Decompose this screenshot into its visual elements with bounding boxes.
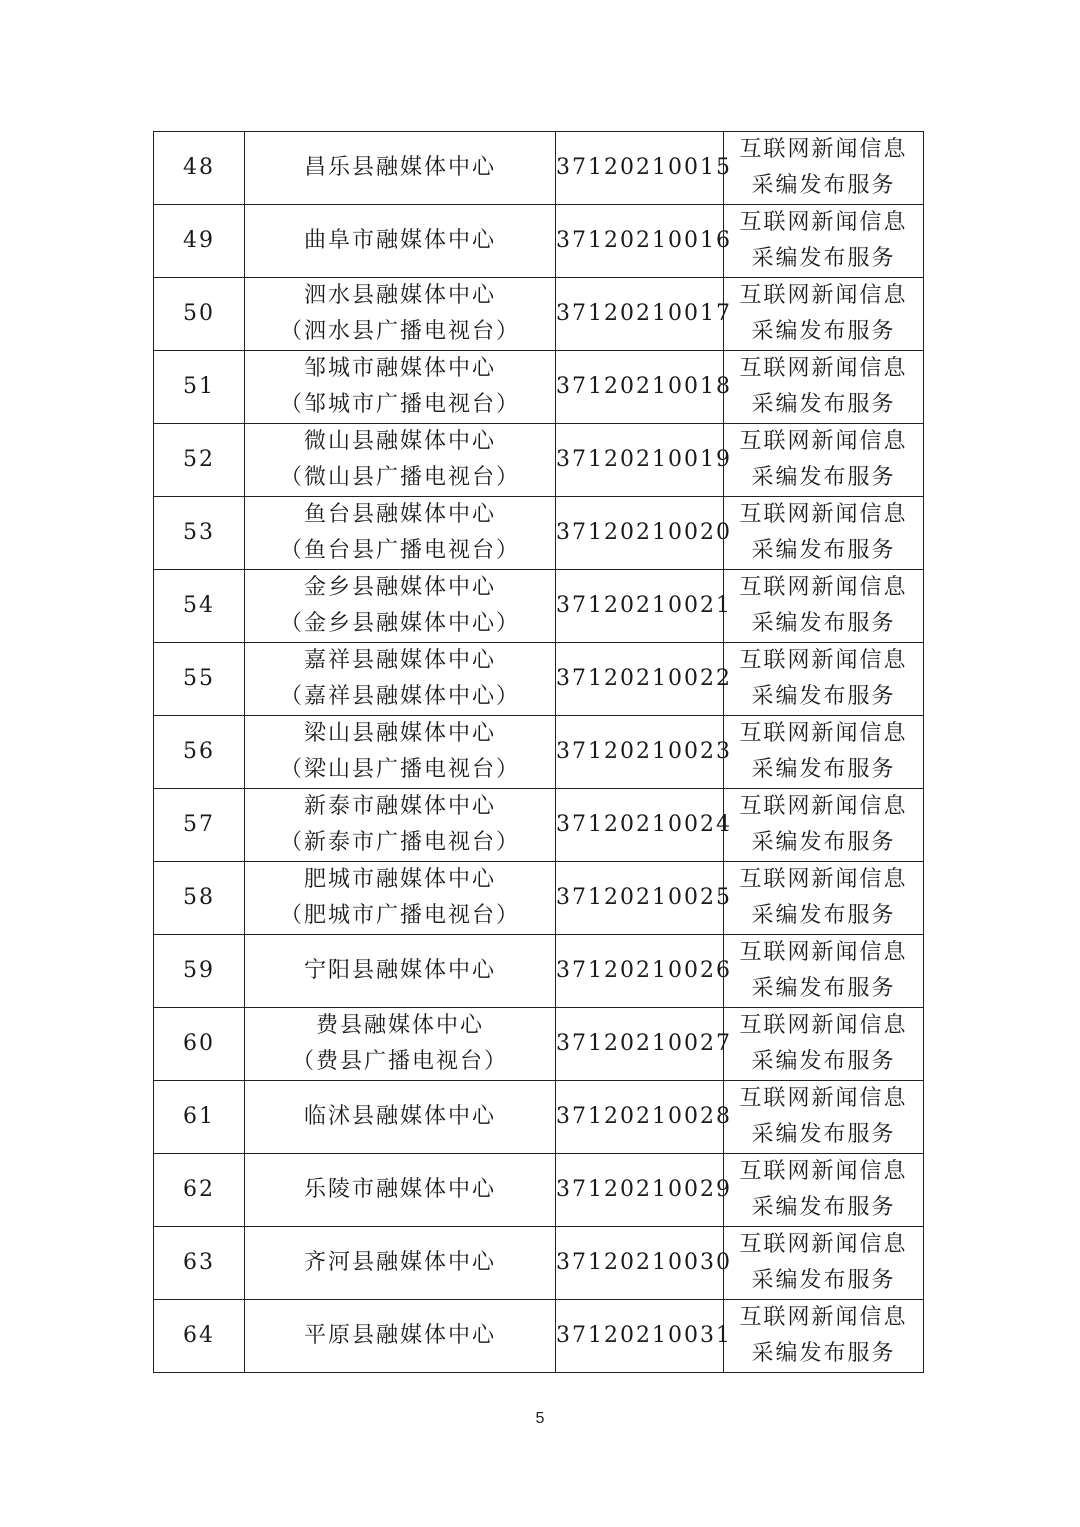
service-type-line: 采编发布服务 [751,1049,896,1074]
service-type-cell [724,716,924,789]
license-code-cell: 37120210030 [556,1227,724,1300]
organization-name-cell [245,789,556,862]
organization-name-cell [245,278,556,351]
service-type-line: 互联网新闻信息 [739,721,908,746]
service-type-cell [724,1154,924,1227]
service-type-line: 采编发布服务 [751,1195,896,1220]
service-type-line: 互联网新闻信息 [739,575,908,600]
organization-name-cell [245,570,556,643]
service-type-cell [724,1300,924,1373]
service-type-cell [724,1081,924,1154]
table-row [154,424,924,497]
license-code-cell: 37120210025 [556,862,724,935]
service-type-line: 互联网新闻信息 [739,648,908,673]
service-type-line: 互联网新闻信息 [739,429,908,454]
service-type-line: 互联网新闻信息 [739,867,908,892]
organization-name-line: （费县广播电视台） [291,1049,508,1074]
service-type-line: 采编发布服务 [751,1268,896,1293]
service-type-line: 采编发布服务 [751,465,896,490]
service-type-line: 采编发布服务 [751,757,896,782]
service-type-line: 互联网新闻信息 [739,1232,908,1257]
service-type-line: 互联网新闻信息 [739,1305,908,1330]
organization-name-line: （微山县广播电视台） [279,465,520,490]
service-type-line: 采编发布服务 [751,246,896,271]
license-code-cell: 37120210026 [556,935,724,1008]
license-code-cell: 37120210015 [556,132,724,205]
organization-name-cell [245,1227,556,1300]
license-code-cell: 37120210018 [556,351,724,424]
organization-name-line: 泗水县融媒体中心 [303,283,496,308]
license-code-cell: 37120210027 [556,1008,724,1081]
service-type-cell [724,497,924,570]
service-type-line: 采编发布服务 [751,1122,896,1147]
service-type-cell [724,424,924,497]
license-code-cell: 37120210024 [556,789,724,862]
table-row [154,935,924,1008]
organization-name-cell [245,1300,556,1373]
license-code-cell: 37120210016 [556,205,724,278]
service-type-line: 互联网新闻信息 [739,356,908,381]
license-code-cell: 37120210019 [556,424,724,497]
organization-name-cell [245,351,556,424]
service-type-line: 互联网新闻信息 [739,137,908,162]
table-row [154,862,924,935]
organization-name-line: 昌乐县融媒体中心 [303,155,496,180]
service-type-cell [724,132,924,205]
organization-name-cell [245,716,556,789]
table-row [154,1154,924,1227]
organization-name-cell [245,132,556,205]
organization-name-line: 肥城市融媒体中心 [303,867,496,892]
service-type-line: 采编发布服务 [751,173,896,198]
license-code-cell: 37120210017 [556,278,724,351]
organization-name-line: 新泰市融媒体中心 [303,794,496,819]
service-type-cell [724,205,924,278]
organization-name-line: 平原县融媒体中心 [303,1323,496,1348]
table-body [154,132,924,1373]
organization-name-line: 临沭县融媒体中心 [303,1104,496,1129]
organization-name-line: 鱼台县融媒体中心 [303,502,496,527]
organization-name-line: 梁山县融媒体中心 [303,721,496,746]
row-number-cell: 63 [154,1227,245,1300]
service-type-cell [724,1227,924,1300]
service-type-cell [724,643,924,716]
service-type-cell [724,1008,924,1081]
organization-name-cell [245,1081,556,1154]
organization-name-line: （肥城市广播电视台） [279,903,520,928]
service-type-line: 互联网新闻信息 [739,210,908,235]
service-type-cell [724,351,924,424]
row-number-cell: 58 [154,862,245,935]
table-row [154,205,924,278]
row-number-cell: 62 [154,1154,245,1227]
table-row [154,716,924,789]
service-type-line: 互联网新闻信息 [739,794,908,819]
organization-name-cell [245,497,556,570]
service-type-line: 采编发布服务 [751,319,896,344]
organization-name-line: 邹城市融媒体中心 [303,356,496,381]
registration-table [153,131,924,1373]
table-row [154,1227,924,1300]
organization-name-line: 齐河县融媒体中心 [303,1250,496,1275]
organization-name-cell [245,862,556,935]
license-code-cell: 37120210021 [556,570,724,643]
row-number-cell: 52 [154,424,245,497]
table-row [154,132,924,205]
service-type-line: 采编发布服务 [751,611,896,636]
organization-name-line: （梁山县广播电视台） [279,757,520,782]
service-type-line: 采编发布服务 [751,392,896,417]
row-number-cell: 57 [154,789,245,862]
license-code-cell: 37120210028 [556,1081,724,1154]
organization-name-cell [245,935,556,1008]
table-row [154,278,924,351]
organization-name-line: 曲阜市融媒体中心 [303,228,496,253]
organization-name-line: （泗水县广播电视台） [279,319,520,344]
organization-name-line: 金乡县融媒体中心 [303,575,496,600]
organization-name-cell [245,1154,556,1227]
organization-name-line: 宁阳县融媒体中心 [303,958,496,983]
service-type-line: 互联网新闻信息 [739,1086,908,1111]
service-type-line: 采编发布服务 [751,903,896,928]
table-row [154,351,924,424]
service-type-cell [724,862,924,935]
organization-name-line: 乐陵市融媒体中心 [303,1177,496,1202]
service-type-cell [724,789,924,862]
row-number-cell: 55 [154,643,245,716]
row-number-cell: 60 [154,1008,245,1081]
organization-name-cell [245,1008,556,1081]
license-code-cell: 37120210023 [556,716,724,789]
table-row [154,1081,924,1154]
service-type-line: 采编发布服务 [751,830,896,855]
organization-name-line: （鱼台县广播电视台） [279,538,520,563]
organization-name-line: 嘉祥县融媒体中心 [303,648,496,673]
row-number-cell: 61 [154,1081,245,1154]
organization-name-cell [245,643,556,716]
organization-name-line: 微山县融媒体中心 [303,429,496,454]
row-number-cell: 50 [154,278,245,351]
license-code-cell: 37120210022 [556,643,724,716]
row-number-cell: 56 [154,716,245,789]
service-type-cell [724,935,924,1008]
organization-name-line: （邹城市广播电视台） [279,392,520,417]
table-row [154,789,924,862]
organization-name-line: 费县融媒体中心 [315,1013,484,1038]
table-row [154,643,924,716]
row-number-cell: 54 [154,570,245,643]
service-type-line: 采编发布服务 [751,1341,896,1366]
license-code-cell: 37120210031 [556,1300,724,1373]
table-row [154,1008,924,1081]
license-code-cell: 37120210020 [556,497,724,570]
service-type-line: 互联网新闻信息 [739,1159,908,1184]
service-type-cell [724,570,924,643]
service-type-cell [724,278,924,351]
service-type-line: 互联网新闻信息 [739,940,908,965]
service-type-line: 互联网新闻信息 [739,283,908,308]
row-number-cell: 51 [154,351,245,424]
table-row [154,1300,924,1373]
row-number-cell: 53 [154,497,245,570]
organization-name-cell [245,205,556,278]
row-number-cell: 48 [154,132,245,205]
organization-name-line: （嘉祥县融媒体中心） [279,684,520,709]
table-row [154,570,924,643]
service-type-line: 采编发布服务 [751,976,896,1001]
service-type-line: 采编发布服务 [751,538,896,563]
organization-name-line: （金乡县融媒体中心） [279,611,520,636]
row-number-cell: 59 [154,935,245,1008]
organization-name-line: （新泰市广播电视台） [279,830,520,855]
table-row [154,497,924,570]
service-type-line: 互联网新闻信息 [739,1013,908,1038]
license-code-cell: 37120210029 [556,1154,724,1227]
organization-name-cell [245,424,556,497]
row-number-cell: 64 [154,1300,245,1373]
page-number: 5 [535,1410,545,1427]
service-type-line: 互联网新闻信息 [739,502,908,527]
row-number-cell: 49 [154,205,245,278]
service-type-line: 采编发布服务 [751,684,896,709]
